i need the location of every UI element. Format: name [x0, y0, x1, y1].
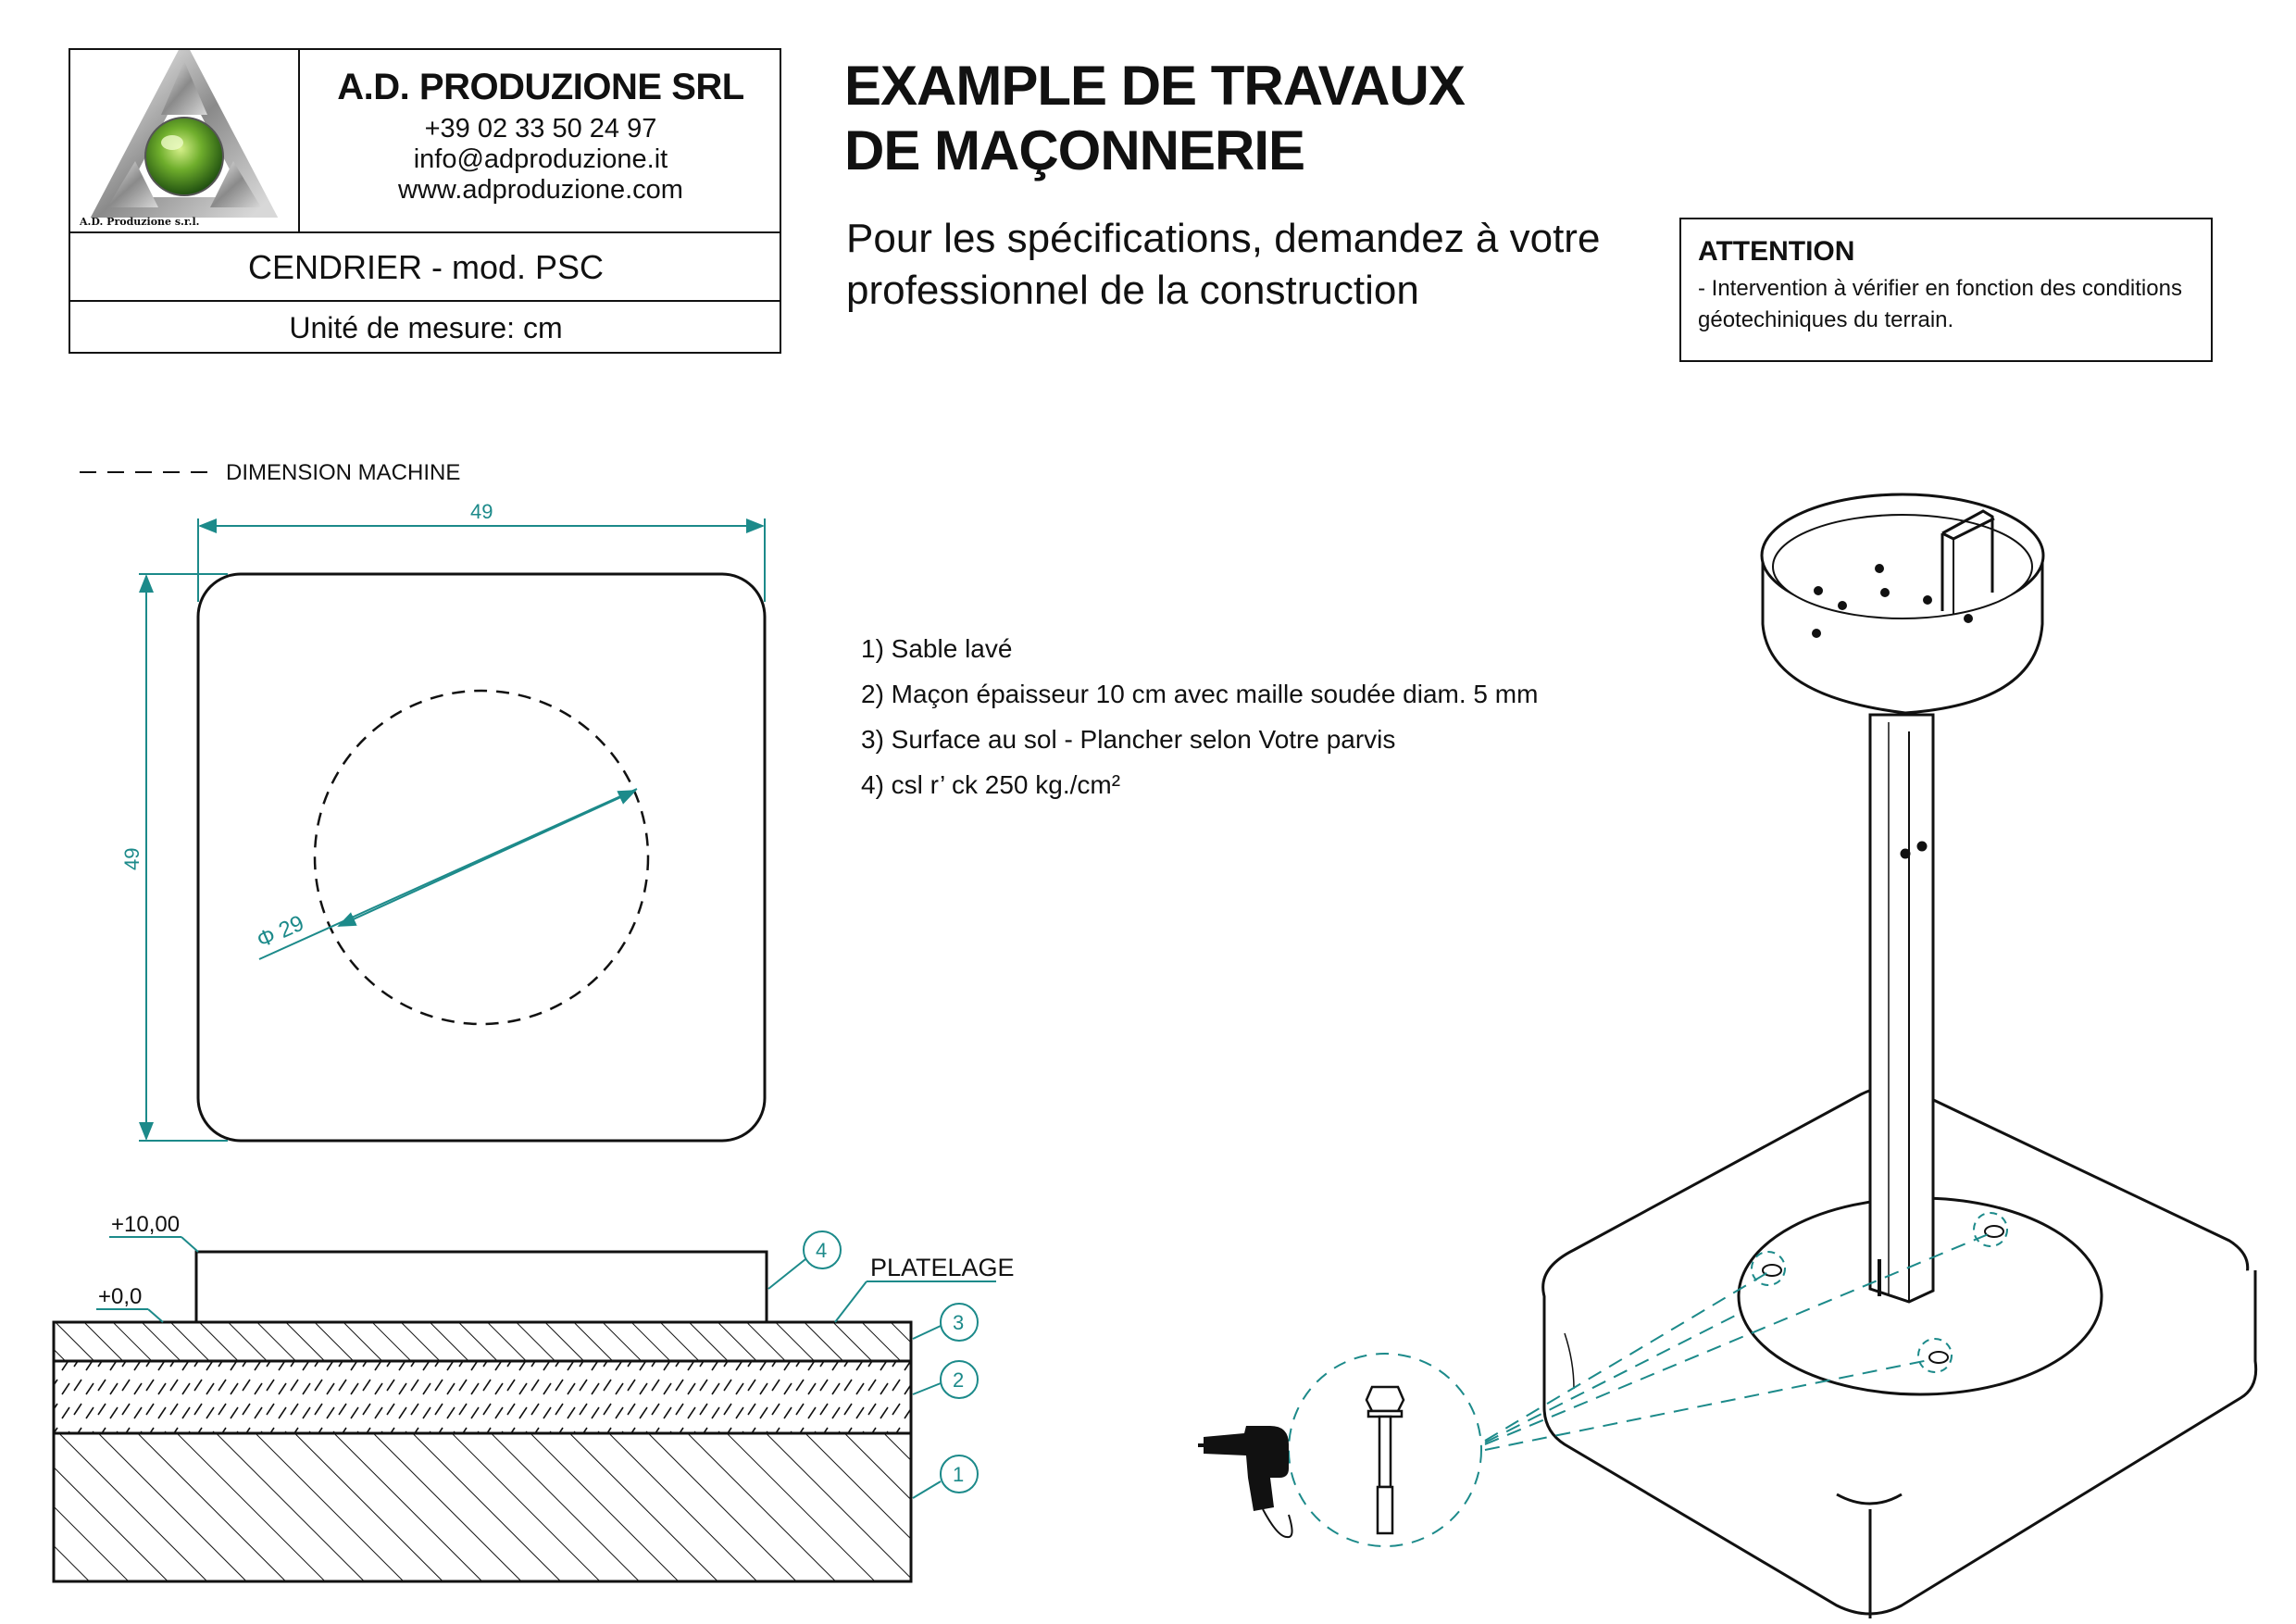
- layer-2-masonry: [54, 1361, 911, 1433]
- anchor-bolt-icon: [1366, 1387, 1404, 1533]
- height-dimension: 49: [120, 847, 144, 870]
- logo-caption: A.D. Produzione s.r.l.: [80, 216, 200, 228]
- pole: [1870, 715, 1933, 1302]
- unit-of-measure: Unité de mesure: cm: [289, 311, 563, 344]
- diameter-dimension: Φ 29: [253, 910, 308, 954]
- company-website: www.adproduzione.com: [398, 175, 683, 205]
- model-name: CENDRIER - mod. PSC: [70, 233, 781, 302]
- page-subtitle-line1: Pour les spécifications, demandez à votre: [846, 216, 1601, 261]
- company-name: A.D. PRODUZIONE SRL: [337, 67, 744, 107]
- level-ground: +0,0: [98, 1284, 143, 1309]
- platelage-label: PLATELAGE: [870, 1254, 1015, 1281]
- attention-line2: géotechiniques du terrain.: [1698, 307, 1954, 332]
- section-view: [54, 1212, 1015, 1581]
- attention-title: ATTENTION: [1698, 236, 1855, 267]
- callout-3-label: 3: [953, 1311, 965, 1334]
- level-top: +10,00: [111, 1212, 181, 1237]
- note-item: 1) Sable lavé: [861, 634, 1013, 663]
- dimension-machine-legend: [80, 460, 460, 485]
- note-item: 2) Maçon épaisseur 10 cm avec maille soudée diam. 5 mm: [861, 680, 1539, 708]
- company-email: info@adproduzione.it: [413, 144, 668, 174]
- layer-1-sand: [54, 1433, 911, 1581]
- layer-3-surface: [54, 1322, 911, 1361]
- attention-line1: - Intervention à vérifier en fonction des conditions: [1698, 276, 2182, 301]
- dimension-machine-label: DIMENSION MACHINE: [226, 460, 461, 485]
- callout-2-label: 2: [953, 1368, 965, 1392]
- callout-4-label: 4: [816, 1239, 828, 1262]
- note-item: 4) csl r’ ck 250 kg./cm²: [861, 770, 1121, 799]
- ashtray-isometric: [1543, 494, 2256, 1618]
- width-dimension: 49: [470, 500, 493, 523]
- page-title-line1: EXAMPLE DE TRAVAUX: [844, 55, 1465, 117]
- company-phone: +39 02 33 50 24 97: [424, 114, 657, 144]
- base-plate-outline: [198, 574, 765, 1141]
- note-item: 3) Surface au sol - Plancher selon Votre parvis: [861, 725, 1396, 754]
- concrete-base-section: [196, 1252, 767, 1322]
- page-title-line2: DE MAÇONNERIE: [844, 119, 1305, 181]
- plan-view: [120, 500, 765, 1141]
- drill-icon: [1198, 1426, 1292, 1537]
- ashtray-footprint-circle: [315, 691, 648, 1024]
- page-subtitle-line2: professionnel de la construction: [846, 268, 1419, 313]
- callout-1-label: 1: [953, 1463, 965, 1486]
